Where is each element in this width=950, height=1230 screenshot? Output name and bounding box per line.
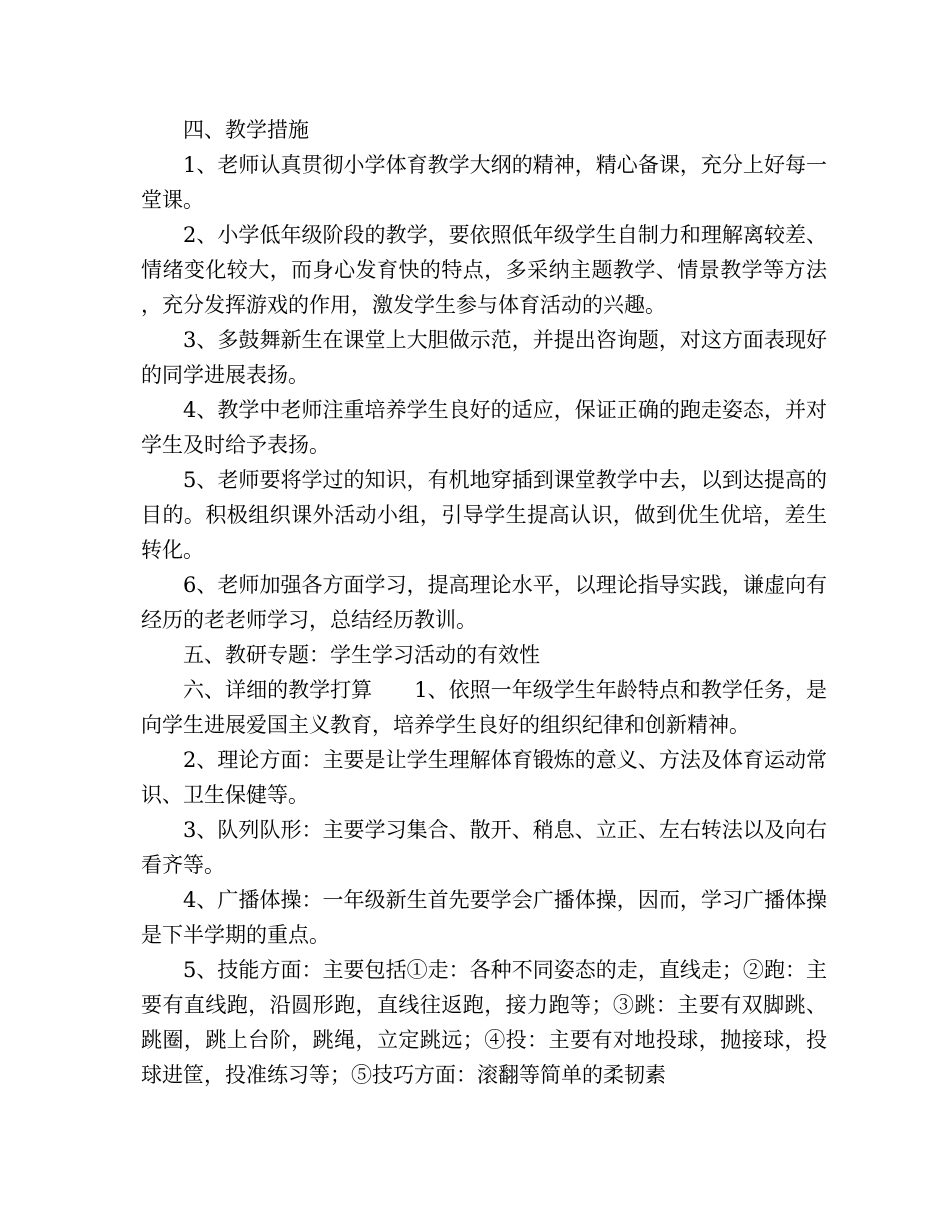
paragraph-heading-teaching-measures: 四、教学措施 <box>183 118 309 142</box>
paragraph-measure-1: 1、老师认真贯彻小学体育教学大纲的精神，精心备课，充分上好每一堂课。 <box>141 153 827 212</box>
document-body <box>141 113 827 1093</box>
paragraph-measure-3: 3、多鼓舞新生在课堂上大胆做示范，并提出咨询题，对这方面表现好的同学进展表扬。 <box>141 328 827 387</box>
paragraph-plan-2: 2、理论方面：主要是让学生理解体育锻炼的意义、方法及体育运动常识、卫生保健等。 <box>141 748 827 807</box>
paragraph-measure-5: 5、老师要将学过的知识，有机地穿插到课堂教学中去，以到达提高的目的。积极组织课外活动小组，引导学生提高认识，做到优生优培，差生转化。 <box>141 468 827 562</box>
paragraph-measure-4: 4、教学中老师注重培养学生良好的适应，保证正确的跑走姿态，并对学生及时给予表扬。 <box>141 398 827 457</box>
paragraph-heading-teaching-plan: 六、详细的教学打算 1、依照一年级学生年龄特点和教学任务，是向学生进展爱国主义教育，培养学生良好的组织纪律和创新精神。 <box>141 678 827 737</box>
paragraph-plan-5: 5、技能方面：主要包括①走：各种不同姿态的走，直线走；②跑：主要有直线跑，沿圆形跑，直线往返跑，接力跑等；③跳：主要有双脚跳、跳圈，跳上台阶，跳绳，立定跳远；④投：主要有对地投球，抛接球，投球进筐，投准练习等；⑤技巧方面：滚翻等简单的柔韧素 <box>141 958 827 1087</box>
paragraph-heading-research-topic: 五、教研专题：学生学习活动的有效性 <box>183 643 540 667</box>
paragraph-plan-3: 3、队列队形：主要学习集合、散开、稍息、立正、左右转法以及向右看齐等。 <box>141 818 827 877</box>
paragraph-measure-6: 6、老师加强各方面学习，提高理论水平，以理论指导实践，谦虚向有经历的老老师学习，总结经历教训。 <box>141 573 827 632</box>
paragraph-measure-2: 2、小学低年级阶段的教学，要依照低年级学生自制力和理解离较差、情绪变化较大，而身心发育快的特点，多采纳主题教学、情景教学等方法，充分发挥游戏的作用，激发学生参与体育活动的兴趣。 <box>141 223 827 317</box>
paragraph-plan-4: 4、广播体操：一年级新生首先要学会广播体操，因而，学习广播体操是下半学期的重点。 <box>141 888 827 947</box>
